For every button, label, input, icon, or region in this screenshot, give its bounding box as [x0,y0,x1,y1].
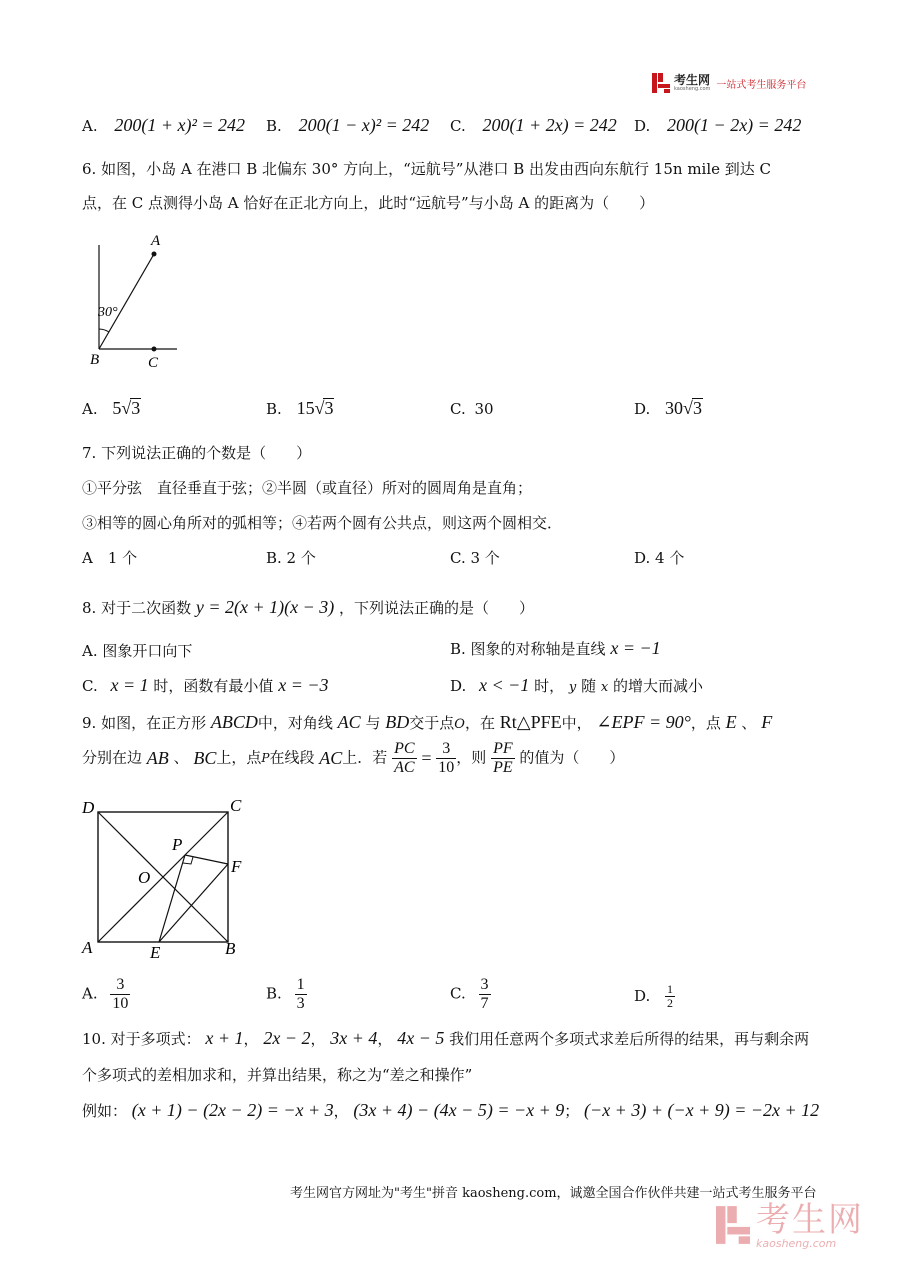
q6-point-c [152,347,157,352]
watermark-text-block [756,1200,864,1250]
brand-name: 考生网 [674,73,711,87]
q5-option-b-expr: 200(1 − x)² = 242 [298,115,430,135]
q5-option-b: B. 200(1 − x)² = 242 [266,115,430,135]
q9-fraction-pc-ac: $\frac{PC}{AC}$ [394,740,415,776]
q7-option-a: A 1 个 [82,549,138,567]
q5-option-c: C. 200(1 + 2x) = 242 [450,115,617,135]
q9-fraction-3-10: $\frac{3}{10}$ [438,740,455,776]
sqrt-icon: √ [121,398,132,418]
q5-option-a: A. 200(1 + x)² = 242 [82,115,246,135]
q9-label-f: F [231,857,242,876]
q6-label-b: B [90,352,100,368]
q9-option-c: C. $\frac{3}{7}$ [450,976,489,1012]
q8-option-b: B. 图象的对称轴是直线 x = −1 [450,638,661,658]
q9-option-a: A. $\frac{3}{10}$ [82,976,129,1012]
q9-label-b: B [225,939,236,958]
q9-option-b: B. $\frac{1}{3}$ [266,976,305,1012]
q6-point-a [152,252,157,257]
watermark [716,1200,864,1250]
q6-option-a: A. 5√3 [82,398,141,418]
q6-stem-line1: 6. 如图，小岛 A 在港口 B 北偏东 30° 方向上，“远航号”从港口 B 出发由西向东航行 15n mile 到达 C [82,160,772,178]
q9-fraction-pf-pe: $\frac{PF}{PE}$ [493,740,513,776]
q9-figure [78,792,253,967]
q7-option-b: B. 2 个 [266,549,316,567]
brand-logo-icon [652,73,670,93]
q6-stem-line2: 点，在 C 点测得小岛 A 恰好在正北方向上，此时“远航号”与小岛 A 的距离为（ ） [82,194,655,212]
sqrt-icon: √ [683,398,693,418]
brand-slogan: 一站式考生服务平台 [716,79,807,91]
q6-label-angle: 30° [98,305,118,320]
q6-line-ba [99,254,154,349]
watermark-site: kaosheng.com [756,1237,837,1250]
q8-option-c: C. x = 1 时，函数有最小值 x = −3 [82,675,329,695]
q6-option-b: B. 15√3 [266,398,334,418]
q9-label-d: D [82,798,95,817]
watermark-logo-icon [716,1205,750,1249]
q7-option-d: D. 4 个 [634,549,685,567]
q8-option-d: D. x < −1 时， y 随 x 的增大而减小 [450,675,703,695]
q10-example: 例如： (x + 1) − (2x − 2) = −x + 3， (3x + 4) − (4x − 5) = −x + 9； (−x + 3) + (−x + 9) = −2x + 12 [82,1100,820,1120]
watermark-brand: 考生网 [756,1200,864,1240]
q6-option-d: D. 30√3 [634,398,702,418]
q9-option-d: D. $\frac{1}{2}$ [634,982,674,1011]
q5-option-a-expr: 200(1 + x)² = 242 [114,115,246,135]
q9-label-a: A [82,938,93,957]
q6-label-c: C [148,355,159,371]
q8-stem: 8. 对于二次函数 y = 2(x + 1)(x − 3) ，下列说法正确的是（ ） [82,597,535,617]
q10-stem-line1: 10. 对于多项式： x + 1， 2x − 2， 3x + 4， 4x − 5 我们用任意两个多项式求差后所得的结果，再与剩余两 [82,1028,810,1048]
q6-angle-arc [99,329,109,332]
sqrt-icon: √ [314,398,325,418]
q10-stem-line2: 个多项式的差相加求和，并算出结果，称之为“差之和操作” [82,1066,473,1084]
q7-statement-1: ①平分弦 直径垂直于弦；②半圆（或直径）所对的圆周角是直角； [82,479,533,497]
q5-option-c-expr: 200(1 + 2x) = 242 [482,115,617,135]
q9-stem-line2: 分别在边 AB 、 BC上，点P在线段 AC上．若 $\frac{PC}{AC}$ = $\frac{3}{10}$ ，则 $\frac{PF}{PE}$ 的值为（ ） [82,740,625,776]
q9-label-p: P [172,835,183,854]
q9-stem-line1: 9. 如图，在正方形 ABCD中，对角线 AC 与 BD交于点O，在 Rt△PFE中， ∠EPF = 90°，点 E 、 F [82,712,773,732]
q9-label-e: E [150,943,161,962]
q8-option-a: A. 图象开口向下 [82,642,193,660]
brand-site: kaosheng.com [674,86,711,92]
q7-statement-2: ③相等的圆心角所对的弧相等；④若两个圆有公共点，则这两个圆相交． [82,514,563,532]
q7-option-c: C. 3 个 [450,549,500,567]
q8-function: y = 2(x + 1)(x − 3) [195,597,335,617]
q6-label-a: A [151,233,161,249]
q9-label-c: C [230,796,242,815]
q5-option-d: D. 200(1 − 2x) = 242 [634,115,802,135]
q5-option-d-expr: 200(1 − 2x) = 242 [667,115,802,135]
q7-stem: 7. 下列说法正确的个数是（ ） [82,444,312,462]
header-logo [652,72,806,94]
q6-figure [85,230,195,375]
page-footer: 考生网官方网址为"考生"拼音 kaosheng.com，诚邀全国合作伙伴共建一站式考生服务平台 [290,1186,817,1201]
brand-block [674,74,710,92]
q9-segment-ef [159,864,228,942]
q9-label-o: O [138,868,151,887]
q6-option-c: C. 30 [450,400,494,418]
